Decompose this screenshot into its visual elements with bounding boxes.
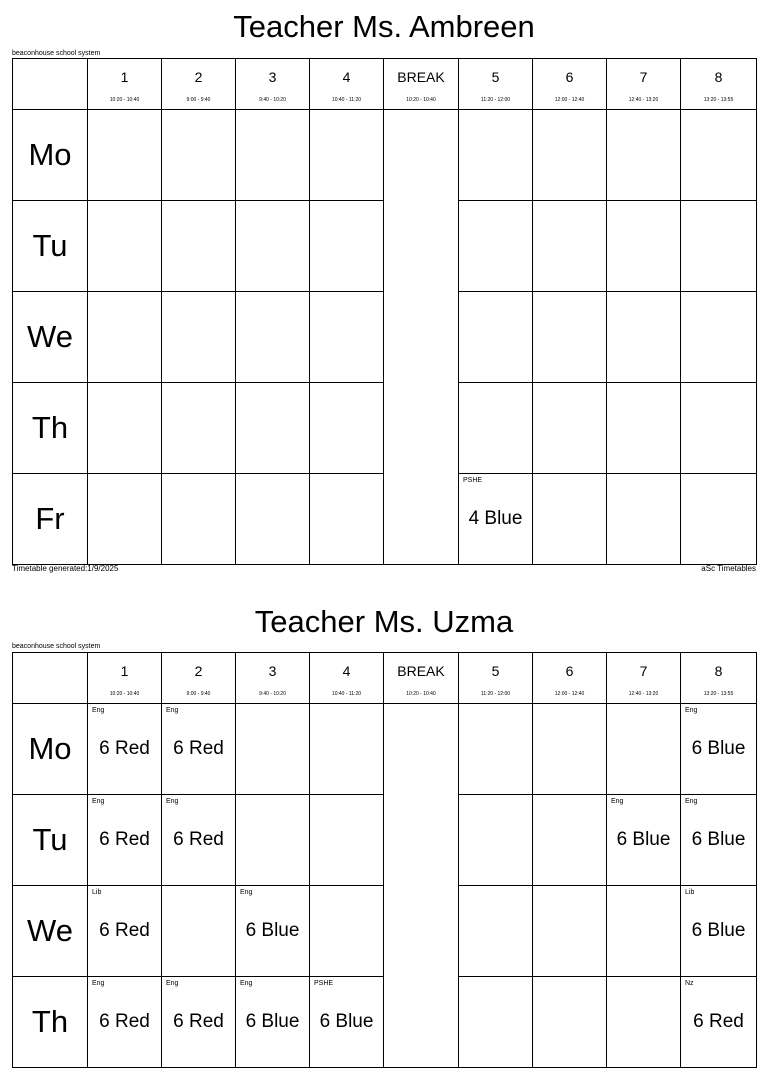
timetable-grid	[12, 652, 757, 1068]
lesson-cell	[88, 886, 162, 977]
period-time: 9:40 - 10:20	[259, 691, 286, 697]
timetable-grid	[12, 58, 757, 565]
lesson-subject: Eng	[166, 980, 179, 987]
period-time: 10:40 - 11:20	[331, 691, 362, 697]
empty-cell	[459, 201, 533, 292]
empty-cell	[607, 383, 681, 474]
empty-cell	[607, 886, 681, 977]
lesson-cell	[88, 977, 162, 1068]
period-number: 3	[268, 69, 277, 85]
empty-cell	[236, 383, 310, 474]
empty-cell	[533, 201, 607, 292]
lesson-class: 4 Blue	[468, 508, 523, 529]
empty-cell	[310, 292, 384, 383]
lesson-subject: PSHE	[463, 477, 483, 484]
lesson-subject: Eng	[685, 798, 698, 805]
timetable-body	[13, 110, 757, 565]
period-number: 3	[268, 663, 277, 679]
lesson-cell	[88, 704, 162, 795]
lesson-class: 6 Blue	[691, 920, 746, 941]
timetable-title: Teacher Ms. Ambreen	[233, 9, 535, 44]
lesson-subject: PSHE	[314, 980, 334, 987]
period-number: 7	[639, 663, 648, 679]
period-time: 10:20 - 10:40	[406, 691, 436, 697]
empty-cell	[459, 292, 533, 383]
period-time: 10:20 - 10:40	[109, 691, 140, 697]
day-label: Mo	[13, 110, 88, 201]
lesson-class: 6 Blue	[319, 1011, 374, 1032]
lesson-subject: Eng	[166, 707, 179, 714]
empty-cell	[607, 201, 681, 292]
period-header	[681, 653, 757, 704]
lesson-class: 6 Red	[99, 1011, 150, 1032]
lesson-class: 6 Red	[693, 1011, 744, 1032]
timetable-sheet-ambreen	[0, 10, 768, 580]
period-time: 12:40 - 13:20	[628, 97, 659, 103]
empty-cell	[310, 383, 384, 474]
lesson-cell	[310, 977, 384, 1068]
break-header	[384, 59, 459, 110]
header-row-group	[13, 653, 757, 704]
lesson-subject: Lib	[92, 889, 102, 896]
lesson-subject: Eng	[92, 707, 105, 714]
empty-cell	[162, 292, 236, 383]
empty-cell	[607, 292, 681, 383]
lesson-class: 6 Red	[173, 829, 224, 850]
empty-cell	[681, 201, 757, 292]
empty-cell	[162, 110, 236, 201]
period-number: 8	[714, 663, 723, 679]
empty-cell	[607, 474, 681, 565]
lesson-cell	[88, 795, 162, 886]
period-header	[681, 59, 757, 110]
period-number: 6	[565, 663, 574, 679]
period-number: BREAK	[397, 663, 445, 679]
day-row	[13, 110, 757, 201]
lesson-subject: Eng	[611, 798, 624, 805]
empty-cell	[310, 886, 384, 977]
empty-cell	[310, 474, 384, 565]
lesson-cell	[607, 795, 681, 886]
day-label: Fr	[13, 474, 88, 565]
day-label: We	[13, 292, 88, 383]
empty-cell	[236, 795, 310, 886]
period-number: 4	[342, 69, 351, 85]
lesson-cell	[162, 704, 236, 795]
empty-cell	[681, 110, 757, 201]
break-column	[384, 110, 459, 565]
empty-cell	[88, 110, 162, 201]
empty-cell	[607, 977, 681, 1068]
lesson-subject: Eng	[240, 889, 253, 896]
empty-cell	[236, 474, 310, 565]
empty-cell	[533, 795, 607, 886]
corner-cell	[13, 59, 88, 110]
period-number: 1	[120, 663, 129, 679]
lesson-subject: Eng	[92, 798, 105, 805]
empty-cell	[607, 110, 681, 201]
period-time: 10:40 - 11:20	[331, 97, 362, 103]
empty-cell	[310, 201, 384, 292]
empty-cell	[459, 704, 533, 795]
period-header	[607, 653, 681, 704]
empty-cell	[236, 201, 310, 292]
period-time: 11:20 - 12:00	[480, 691, 511, 697]
empty-cell	[88, 201, 162, 292]
empty-cell	[533, 383, 607, 474]
period-time: 9:00 - 9:40	[186, 97, 211, 103]
empty-cell	[236, 110, 310, 201]
day-label: Mo	[13, 704, 88, 795]
lesson-subject: Eng	[685, 707, 698, 714]
day-label: We	[13, 886, 88, 977]
day-label: Tu	[13, 201, 88, 292]
lesson-cell	[681, 704, 757, 795]
lesson-cell	[236, 886, 310, 977]
empty-cell	[459, 383, 533, 474]
period-time: 10:20 - 10:40	[406, 97, 436, 103]
period-header	[310, 59, 384, 110]
empty-cell	[459, 795, 533, 886]
period-header	[459, 59, 533, 110]
period-header	[236, 653, 310, 704]
period-header	[88, 59, 162, 110]
empty-cell	[681, 292, 757, 383]
empty-cell	[681, 383, 757, 474]
empty-cell	[533, 886, 607, 977]
period-header	[88, 653, 162, 704]
empty-cell	[310, 704, 384, 795]
lesson-cell	[162, 977, 236, 1068]
school-name: beaconhouse school system	[12, 643, 101, 650]
empty-cell	[533, 704, 607, 795]
lesson-subject: Eng	[166, 798, 179, 805]
empty-cell	[533, 110, 607, 201]
generated-date: Timetable generated:1/9/2025	[12, 564, 119, 573]
period-time: 13:20 - 13:55	[703, 691, 734, 697]
lesson-class: 6 Red	[173, 1011, 224, 1032]
period-time: 10:20 - 10:40	[109, 97, 140, 103]
lesson-class: 6 Blue	[691, 829, 746, 850]
brand-label: aSc Timetables	[701, 564, 756, 573]
lesson-class: 6 Blue	[245, 1011, 300, 1032]
period-header	[162, 59, 236, 110]
period-header	[533, 653, 607, 704]
empty-cell	[459, 886, 533, 977]
lesson-class: 6 Red	[99, 829, 150, 850]
empty-cell	[607, 704, 681, 795]
timetable-body	[13, 704, 757, 1068]
period-number: 5	[491, 69, 500, 85]
empty-cell	[681, 474, 757, 565]
timetable-sheet-uzma	[0, 604, 768, 1039]
period-number: 7	[639, 69, 648, 85]
lesson-subject: Eng	[240, 980, 253, 987]
lesson-class: 6 Blue	[691, 738, 746, 759]
period-header	[459, 653, 533, 704]
period-time: 9:40 - 10:20	[259, 97, 286, 103]
period-number: 2	[194, 663, 203, 679]
timetable-title: Teacher Ms. Uzma	[254, 604, 514, 639]
lesson-cell	[459, 474, 533, 565]
empty-cell	[459, 977, 533, 1068]
empty-cell	[533, 474, 607, 565]
empty-cell	[533, 292, 607, 383]
lesson-class: 6 Blue	[616, 829, 671, 850]
period-number: 6	[565, 69, 574, 85]
period-number: 2	[194, 69, 203, 85]
period-time: 12:00 - 12:40	[554, 691, 585, 697]
empty-cell	[88, 292, 162, 383]
empty-cell	[162, 201, 236, 292]
break-column	[384, 704, 459, 1068]
empty-cell	[88, 383, 162, 474]
lesson-cell	[236, 977, 310, 1068]
empty-cell	[162, 383, 236, 474]
empty-cell	[236, 292, 310, 383]
lesson-class: 6 Blue	[245, 920, 300, 941]
school-name: beaconhouse school system	[12, 50, 101, 57]
period-header	[310, 653, 384, 704]
header-row-group	[13, 59, 757, 110]
period-time: 13:20 - 13:55	[703, 97, 734, 103]
period-time: 11:20 - 12:00	[480, 97, 511, 103]
empty-cell	[459, 110, 533, 201]
lesson-class: 6 Red	[99, 738, 150, 759]
day-label: Th	[13, 977, 88, 1068]
day-label: Tu	[13, 795, 88, 886]
lesson-subject: Nz	[685, 980, 694, 987]
empty-cell	[162, 474, 236, 565]
empty-cell	[162, 886, 236, 977]
header-row	[13, 653, 757, 704]
period-number: 5	[491, 663, 500, 679]
period-time: 9:00 - 9:40	[186, 691, 211, 697]
break-header	[384, 653, 459, 704]
lesson-class: 6 Red	[173, 738, 224, 759]
header-row	[13, 59, 757, 110]
empty-cell	[310, 795, 384, 886]
period-header	[533, 59, 607, 110]
lesson-subject: Eng	[92, 980, 105, 987]
period-number: 1	[120, 69, 129, 85]
lesson-cell	[681, 977, 757, 1068]
period-header	[162, 653, 236, 704]
period-time: 12:00 - 12:40	[554, 97, 585, 103]
period-header	[236, 59, 310, 110]
period-header	[607, 59, 681, 110]
lesson-class: 6 Red	[99, 920, 150, 941]
lesson-cell	[162, 795, 236, 886]
period-number: 8	[714, 69, 723, 85]
empty-cell	[310, 110, 384, 201]
period-number: BREAK	[397, 69, 445, 85]
period-number: 4	[342, 663, 351, 679]
empty-cell	[533, 977, 607, 1068]
empty-cell	[88, 474, 162, 565]
lesson-subject: Lib	[685, 889, 695, 896]
empty-cell	[236, 704, 310, 795]
day-row	[13, 704, 757, 795]
period-time: 12:40 - 13:20	[628, 691, 659, 697]
lesson-cell	[681, 795, 757, 886]
day-label: Th	[13, 383, 88, 474]
lesson-cell	[681, 886, 757, 977]
corner-cell	[13, 653, 88, 704]
